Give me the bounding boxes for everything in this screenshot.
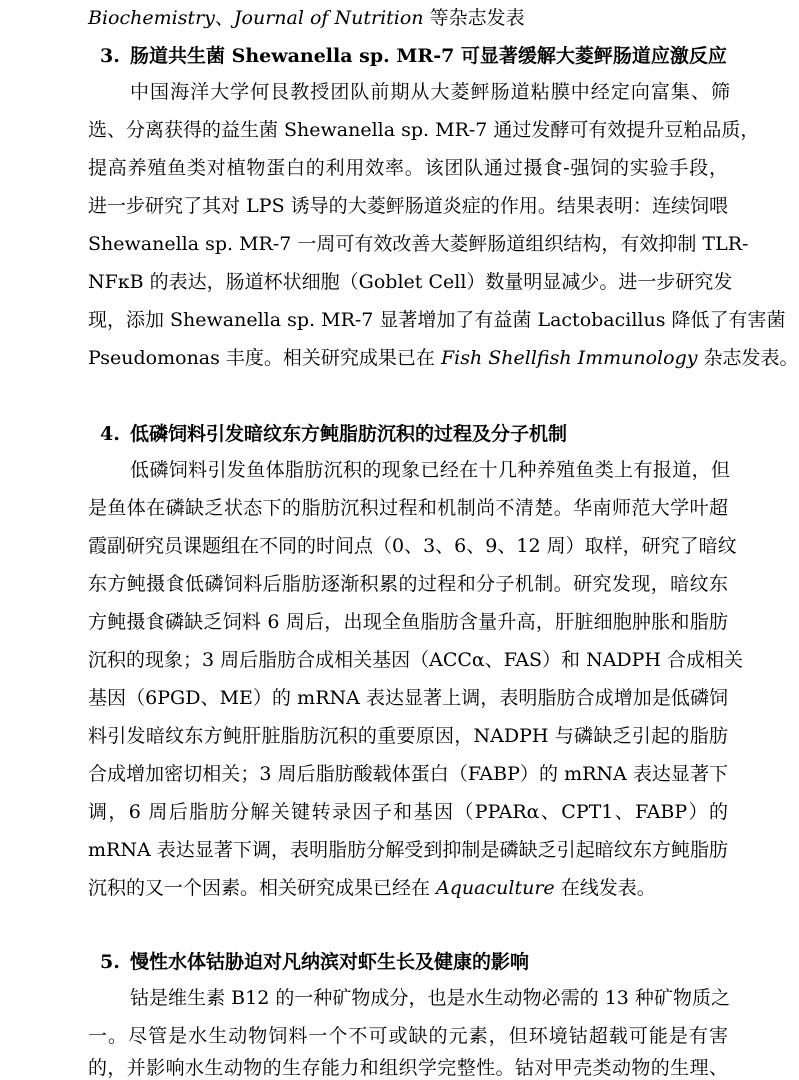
paragraph-line: 中国海洋大学何艮教授团队前期从大菱鲆肠道粘膜中经定向富集、筛 bbox=[130, 81, 730, 103]
paragraph-line: Shewanella sp. MR-7 一周可有效改善大菱鲆肠道组织结构，有效抑制 TLR- bbox=[88, 233, 749, 255]
section-title: 慢性水体钴胁迫对凡纳滨对虾生长及健康的影响 bbox=[130, 951, 530, 973]
paragraph-line: Pseudomonas 丰度。相关研究成果已在 Fish Shellfish Immunology 杂志发表。 bbox=[88, 347, 799, 369]
paragraph-line: 霞副研究员课题组在不同的时间点（0、3、6、9、12 周）取样，研究了暗纹 bbox=[88, 535, 737, 557]
paragraph-line: 一。尽管是水生动物饲料一个不可或缺的元素，但环境钴超载可能是有害 bbox=[88, 1025, 728, 1047]
paragraph-line: mRNA 表达显著下调，表明脂肪分解受到抑制是磷缺乏引起暗纹东方鲀脂肪 bbox=[88, 839, 728, 861]
paragraph-line: 进一步研究了其对 LPS 诱导的大菱鲆肠道炎症的作用。结果表明：连续饲喂 bbox=[88, 195, 728, 217]
paragraph-line: 东方鲀摄食低磷饲料后脂肪逐渐积累的过程和分子机制。研究发现，暗纹东 bbox=[88, 573, 728, 595]
paragraph-line: 低磷饲料引发鱼体脂肪沉积的现象已经在十几种养殖鱼类上有报道，但 bbox=[130, 459, 730, 481]
section-number: 3. bbox=[100, 45, 120, 67]
top-line: Biochemistry、Journal of Nutrition 等杂志发表 bbox=[88, 7, 525, 29]
journal-name: Journal of Nutrition bbox=[233, 7, 424, 29]
section-title: 肠道共生菌 Shewanella sp. MR-7 可显著缓解大菱鲆肠道应激反应 bbox=[130, 45, 727, 67]
journal-name: Aquaculture bbox=[436, 877, 555, 899]
paragraph-line: 方鲀摄食磷缺乏饲料 6 周后，出现全鱼脂肪含量升高，肝脏细胞肿胀和脂肪 bbox=[88, 611, 728, 633]
journal-name: Fish Shellfish Immunology bbox=[440, 347, 698, 369]
paragraph-line: 钴是维生素 B12 的一种矿物成分，也是水生动物必需的 13 种矿物质之 bbox=[130, 987, 730, 1009]
section-number: 5. bbox=[100, 951, 120, 973]
paragraph-line: 选、分离获得的益生菌 Shewanella sp. MR-7 通过发酵可有效提升豆粕品质， bbox=[88, 119, 760, 141]
journal-name: Biochemistry bbox=[88, 7, 215, 29]
paragraph-line: 沉积的现象；3 周后脂肪合成相关基因（ACCα、FAS）和 NADPH 合成相关 bbox=[88, 649, 744, 671]
section-title: 低磷饲料引发暗纹东方鲀脂肪沉积的过程及分子机制 bbox=[130, 423, 568, 445]
paragraph-line: 基因（6PGD、ME）的 mRNA 表达显著上调，表明脂肪合成增加是低磷饲 bbox=[88, 687, 728, 709]
paragraph-line: 合成增加密切相关；3 周后脂肪酸载体蛋白（FABP）的 mRNA 表达显著下 bbox=[88, 763, 728, 785]
section-5-heading bbox=[100, 950, 740, 974]
paragraph-line: NFκB 的表达，肠道杯状细胞（Goblet Cell）数量明显减少。进一步研究发 bbox=[88, 271, 733, 293]
paragraph-line: 沉积的又一个因素。相关研究成果已经在 Aquaculture 在线发表。 bbox=[88, 877, 656, 899]
section-3-heading bbox=[100, 44, 740, 68]
paragraph-line: 提高养殖鱼类对植物蛋白的利用效率。该团队通过摄食-强饲的实验手段， bbox=[88, 157, 728, 179]
section-4-heading bbox=[100, 422, 740, 446]
paragraph-line: 是鱼体在磷缺乏状态下的脂肪沉积过程和机制尚不清楚。华南师范大学叶超 bbox=[88, 497, 728, 519]
paragraph-line: 料引发暗纹东方鲀肝脏脂肪沉积的重要原因，NADPH 与磷缺乏引起的脂肪 bbox=[88, 725, 728, 747]
paragraph-line: 调，6 周后脂肪分解关键转录因子和基因（PPARα、CPT1、FABP）的 bbox=[88, 801, 728, 823]
section-number: 4. bbox=[100, 423, 120, 445]
paragraph-line: 的，并影响水生动物的生存能力和组织学完整性。钴对甲壳类动物的生理、 bbox=[88, 1057, 728, 1079]
paragraph-line: 现，添加 Shewanella sp. MR-7 显著增加了有益菌 Lactobacillus 降低了有害菌 bbox=[88, 309, 786, 331]
